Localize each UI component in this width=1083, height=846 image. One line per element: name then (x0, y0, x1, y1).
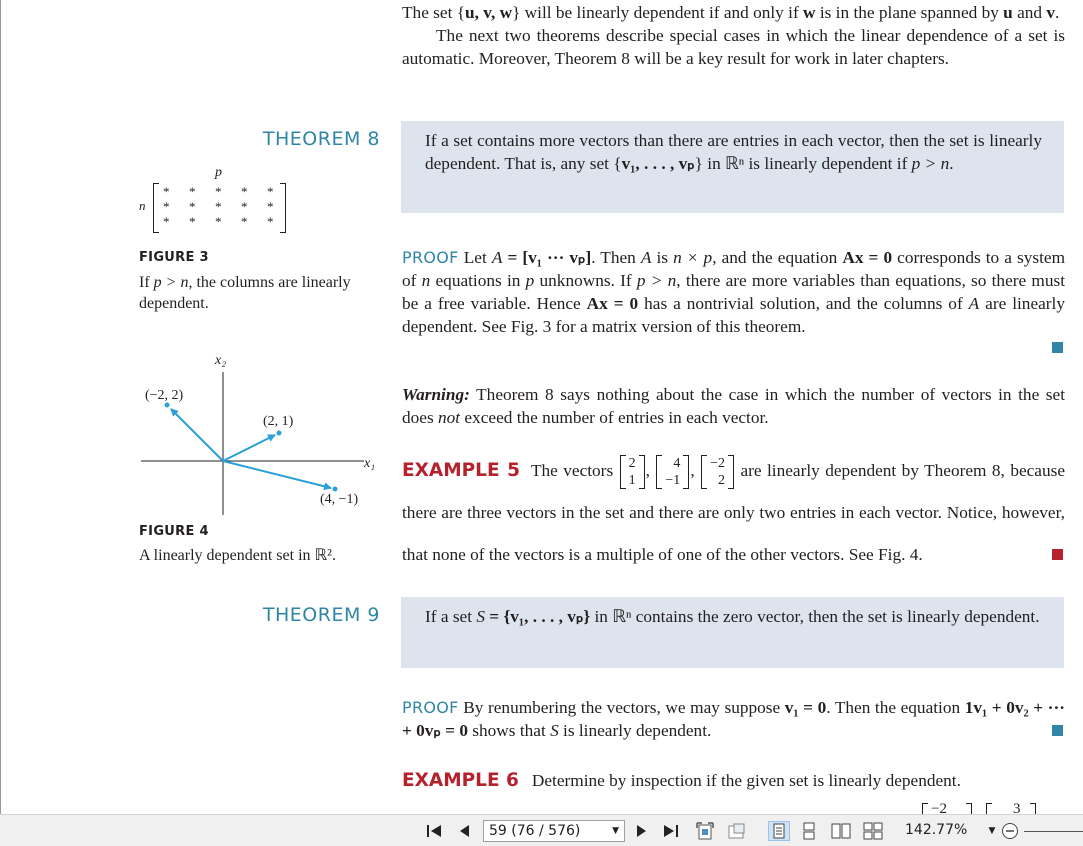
intro-paragraph-2: The next two theorems describe special cases in which the linear dependence of a set is automatic. Moreover, Theorem 8 will be a key result for work in later chapters. (402, 26, 1065, 68)
proof-8-label: PROOF (402, 248, 459, 267)
page-number-select[interactable]: 59 (76 / 576) ▼ (483, 820, 625, 842)
proof-8-end-mark (1052, 342, 1063, 353)
last-page-icon[interactable] (662, 821, 680, 841)
matrix-star: * (267, 199, 274, 214)
point-1 (165, 403, 170, 408)
theorem-9-label: THEOREM 9 (262, 604, 380, 626)
point-3-label: (4, −1) (320, 492, 359, 507)
matrix-star: * (163, 199, 170, 214)
first-page-icon[interactable] (425, 821, 443, 841)
fit-page-icon[interactable] (694, 821, 716, 841)
theorem-9-box: If a set S = {v₁, . . . , vₚ} in ℝⁿ contains the zero vector, then the set is linearly dependent. (401, 597, 1064, 668)
example-5-end-mark (1052, 549, 1063, 560)
figure-3-star-grid (159, 184, 279, 232)
vector-line-2 (223, 435, 275, 461)
point-2 (277, 431, 282, 436)
vector-1: 2 1 (620, 455, 645, 489)
figure-4-graph (138, 350, 383, 520)
example-6: EXAMPLE 6 Determine by inspection if the given set is linearly dependent. (402, 770, 961, 791)
vector-2: 4 −1 (656, 455, 689, 489)
fit-width-icon[interactable] (725, 821, 747, 841)
figure-3-caption: If p > n, the columns are linearly dependent. (139, 274, 351, 312)
matrix-star: * (163, 214, 170, 229)
page-edge (0, 0, 1, 814)
next-page-icon[interactable] (634, 821, 650, 841)
zoom-value[interactable]: 142.77% (905, 822, 968, 838)
zoom-dropdown-icon[interactable]: ▼ (988, 826, 996, 836)
matrix-star: * (189, 184, 196, 199)
figure-3-p-label: p (215, 165, 222, 180)
continuous-icon[interactable] (798, 821, 820, 841)
matrix-star: * (215, 214, 222, 229)
point-1-label: (−2, 2) (145, 388, 184, 403)
chevron-down-icon: ▼ (612, 826, 619, 836)
matrix-star: * (267, 184, 274, 199)
matrix-star: * (189, 199, 196, 214)
zoom-slider-track[interactable] (1024, 831, 1083, 832)
figure-3-n-label: n (139, 198, 146, 213)
matrix-star: * (241, 199, 248, 214)
matrix-star: * (163, 184, 170, 199)
facing-icon[interactable] (830, 821, 852, 841)
matrix-star: * (267, 214, 274, 229)
warning: Warning: Theorem 8 says nothing about the case in which the number of vectors in the set does not exceed the number of entries in each vector. (402, 385, 1065, 427)
figure-4-caption: A linearly dependent set in ℝ². (139, 547, 336, 564)
x1-axis-label: x₁ (364, 456, 376, 471)
vector-3: −2 2 (701, 455, 734, 489)
intro-text: The set {u, v, w} will be linearly dependent if and only if w is in the plane spanned by u and v. The next two theorems describe special cases in which the linear dependence of a set is automatic. Moreover, Theorem 8 will be a key result for work in later chapters. (402, 3, 1065, 68)
matrix-star: * (189, 214, 196, 229)
theorem-8-label: THEOREM 8 (262, 128, 380, 150)
example-6-label: EXAMPLE 6 (402, 770, 519, 791)
matrix-star: * (215, 199, 222, 214)
matrix-star: * (215, 184, 222, 199)
example-6-partial-vectors: −2 3 (922, 803, 1042, 814)
theorem-8-box: If a set contains more vectors than there are entries in each vector, then the set is linearly dependent. That is, any set {v₁, . . . , vₚ} in ℝⁿ is linearly dependent if p > n. (401, 121, 1064, 213)
prev-page-icon[interactable] (456, 821, 472, 841)
matrix-star: * (241, 184, 248, 199)
example-5: EXAMPLE 5 The vectors 2 1 , 4 −1 , −2 2 are linearly dependent by Theorem 8, because there are three vectors in the set and there are only two entries in each vector. Notice, however, that none of the vectors is a multiple of one of the other vectors. See Fig. 4. (402, 456, 1066, 564)
proof-9-label: PROOF (402, 698, 459, 717)
vector-line-3 (223, 461, 331, 488)
single-page-icon[interactable] (768, 821, 790, 841)
example-5-text: are linearly dependent by Theorem 8, because there are three vectors in the set and there are only two entries in each vector. Notice, however, that none of the vectors is a multiple of one of the other vectors. See Fig. 4. (402, 461, 1066, 564)
point-2-label: (2, 1) (263, 414, 294, 429)
example-5-label: EXAMPLE 5 (402, 460, 521, 481)
vector-line-1 (171, 409, 223, 461)
figure-4-label: FIGURE 4 (139, 524, 209, 539)
figure-3-label: FIGURE 3 (139, 250, 209, 265)
zoom-out-icon[interactable] (999, 821, 1021, 841)
navigation-toolbar (0, 814, 1083, 846)
matrix-star: * (241, 214, 248, 229)
point-3 (333, 487, 338, 492)
figure-3-bracket-right (280, 183, 286, 233)
facing-continuous-icon[interactable] (862, 821, 884, 841)
x2-axis-label: x₂ (215, 353, 227, 368)
proof-9: PROOF By renumbering the vectors, we may suppose v₁ = 0. Then the equation 1v₁ + 0v₂ + ··· + 0vₚ = 0 shows that S is linearly dependent. (402, 698, 1065, 740)
proof-8: PROOF Let A = [v₁ ··· vₚ]. Then A is n × p, and the equation Ax = 0 corresponds to a system of n equations in p unknowns. If p > n, there are more variables than equations, so there must be a free variable. Hence Ax = 0 has a nontrivial solution, and the columns of A are linearly dependent. See Fig. 3 for a matrix version of this theorem. (402, 248, 1066, 336)
proof-9-end-mark (1052, 725, 1063, 736)
figure-3-matrix (139, 165, 299, 240)
